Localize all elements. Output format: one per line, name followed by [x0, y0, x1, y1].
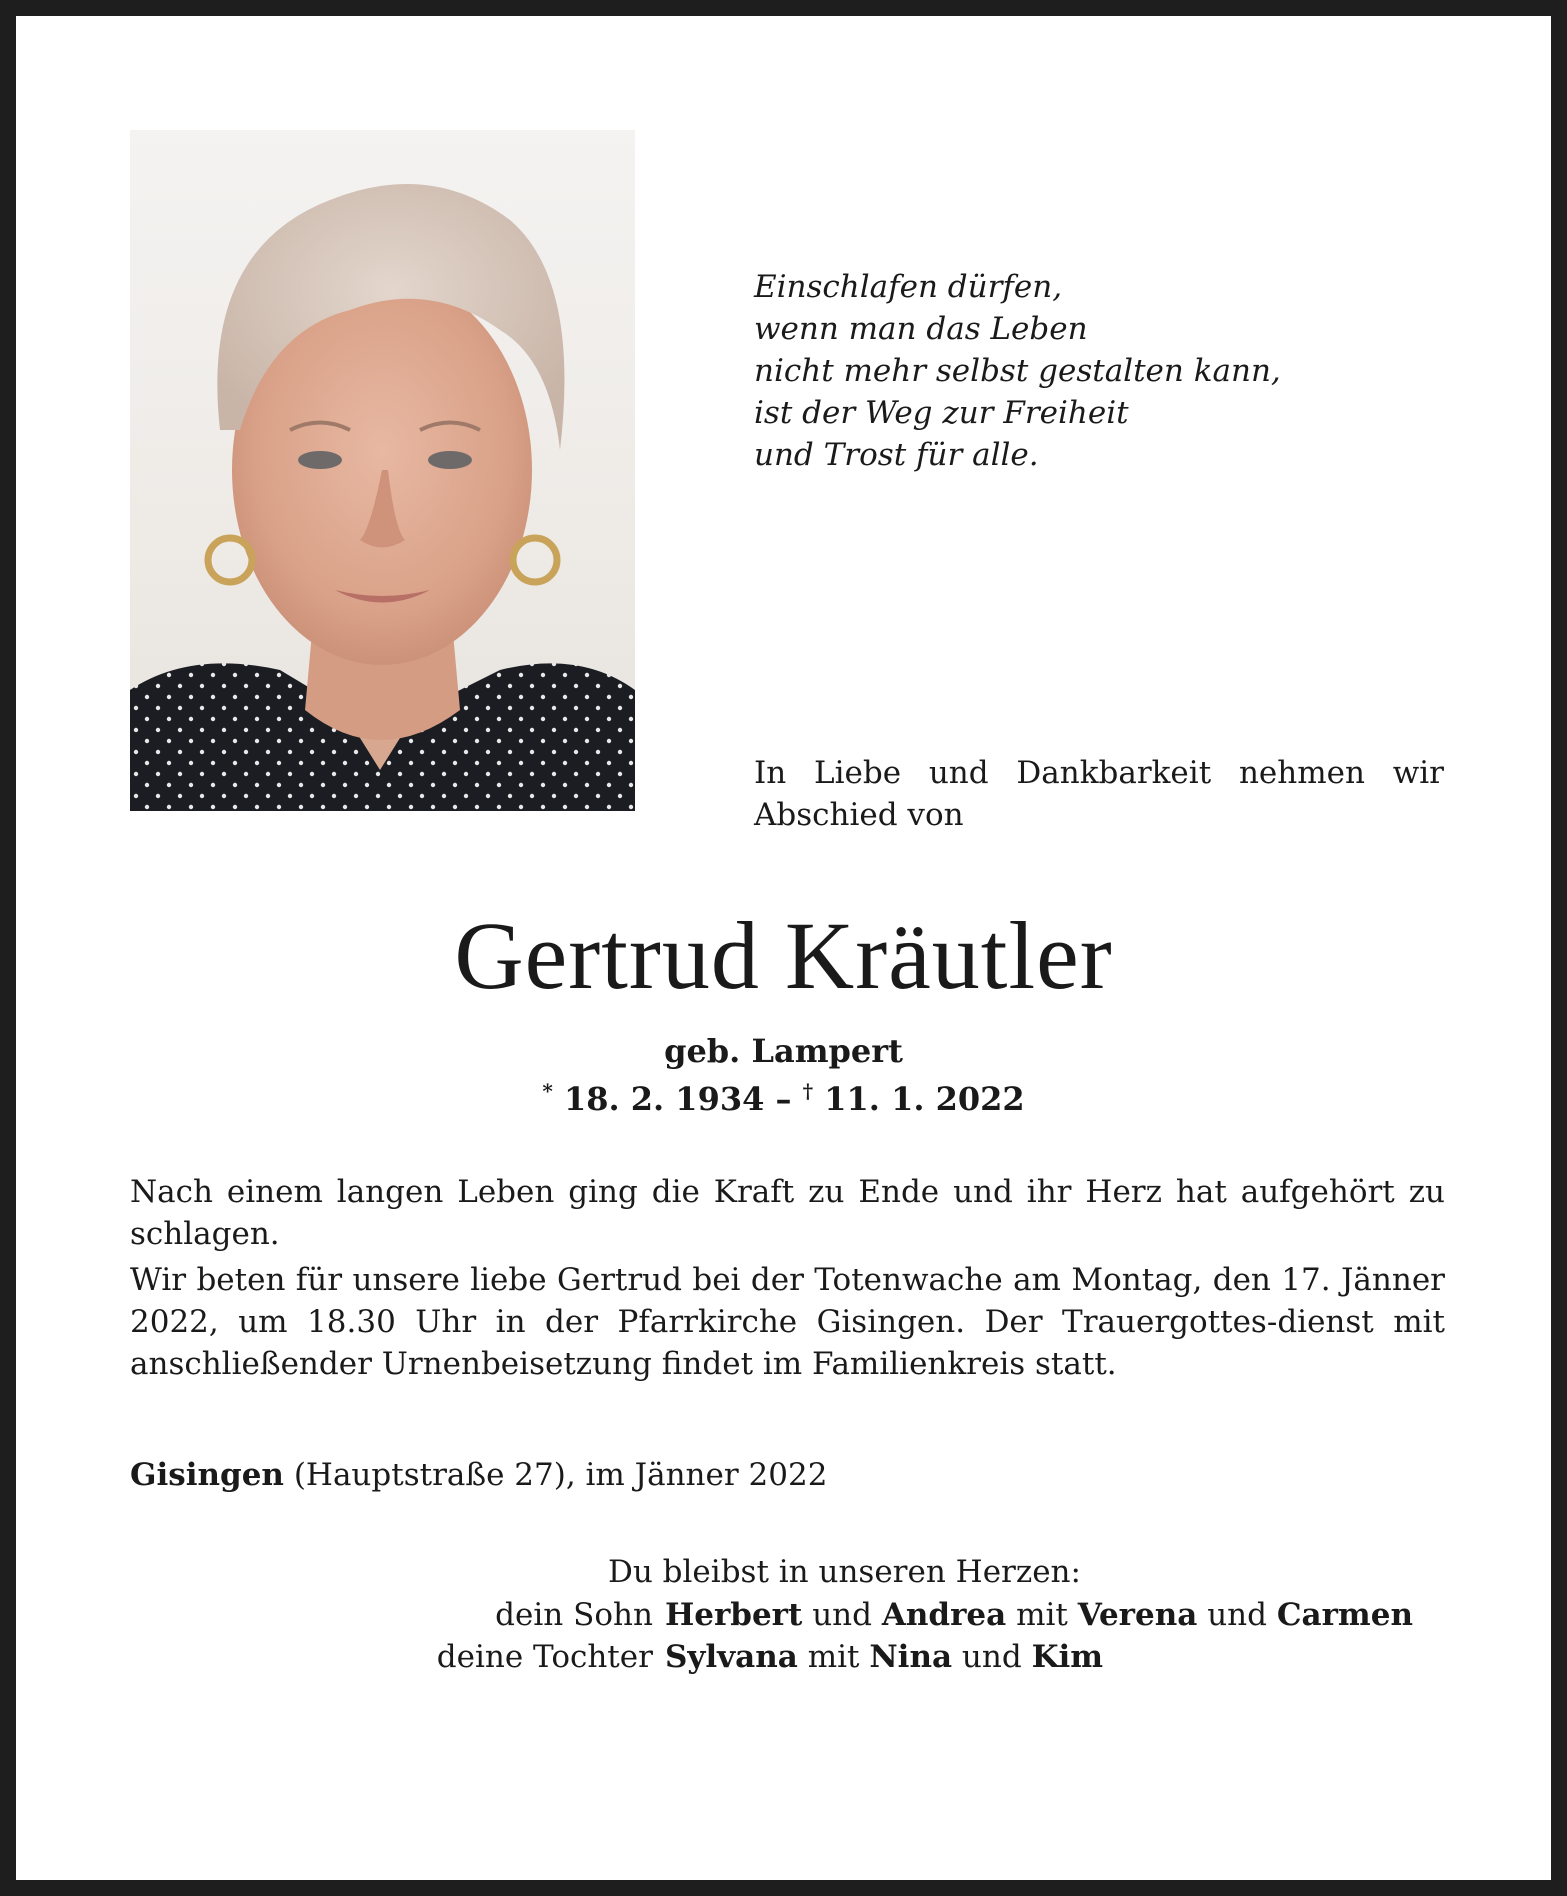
- family-name: Carmen: [1276, 1597, 1413, 1633]
- family-name: Herbert: [664, 1597, 803, 1633]
- birth-date: 18. 2. 1934: [563, 1080, 765, 1118]
- life-dates: [16, 1071, 1551, 1119]
- death-date: 11. 1. 2022: [824, 1080, 1025, 1118]
- poem-line: ist der Weg zur Freiheit: [754, 395, 1129, 431]
- poem-line: und Trost für alle.: [754, 437, 1039, 473]
- body-paragraph: Wir beten für unsere liebe Gertrud bei der Totenwache am Montag, den 17. Jänner 2022, um 18.30 Uhr in der Pfarrkirche Gisingen. Der Trauergottes-dienst mit anschließender Urnenbeisetzung findet im Familienkreis statt.: [130, 1262, 1445, 1382]
- family-names: [665, 1636, 1103, 1678]
- birth-symbol: *: [542, 1079, 553, 1103]
- intro-text: In Liebe und Dankbarkeit nehmen wir Abschied von: [754, 755, 1444, 833]
- conjunction: und: [952, 1639, 1032, 1675]
- place-date-line: [130, 1454, 827, 1496]
- family-name: Andrea: [881, 1597, 1007, 1633]
- family-name: Nina: [869, 1639, 953, 1675]
- maiden-name: geb. Lampert: [664, 1032, 903, 1070]
- poem: [754, 266, 1281, 476]
- place-rest: (Hauptstraße 27), im Jänner 2022: [283, 1457, 828, 1493]
- poem-line: Einschlafen dürfen,: [754, 269, 1063, 305]
- portrait-illustration: [130, 130, 635, 811]
- family-names: [665, 1594, 1413, 1636]
- place-town: Gisingen: [130, 1457, 284, 1493]
- conjunction: und: [1197, 1597, 1277, 1633]
- conjunction: und: [802, 1597, 882, 1633]
- body-paragraph: Nach einem langen Leben ging die Kraft zu Ende und ihr Herz hat aufgehört zu schlagen.: [130, 1174, 1445, 1252]
- family-name: Kim: [1031, 1639, 1104, 1675]
- family-row-daughter: [393, 1636, 1413, 1678]
- family-name: Verena: [1077, 1597, 1198, 1633]
- family-name: Sylvana: [664, 1639, 798, 1675]
- farewell-line: Du bleibst in unseren Herzen:: [608, 1554, 1081, 1590]
- deceased-name: Gertrud Kräutler: [454, 902, 1113, 1009]
- family-list: [393, 1594, 1413, 1678]
- date-separator: –: [764, 1080, 803, 1118]
- death-symbol: †: [802, 1079, 814, 1103]
- portrait-photo: [130, 130, 635, 811]
- body-text: [130, 1171, 1445, 1389]
- conjunction: mit: [797, 1639, 870, 1675]
- conjunction: mit: [1006, 1597, 1078, 1633]
- poem-line: wenn man das Leben: [754, 311, 1088, 347]
- relation-label: dein Sohn: [495, 1597, 653, 1633]
- poem-line: nicht mehr selbst gestalten kann,: [754, 353, 1281, 389]
- relation-label: deine Tochter: [436, 1639, 653, 1675]
- family-row-son: [393, 1594, 1413, 1636]
